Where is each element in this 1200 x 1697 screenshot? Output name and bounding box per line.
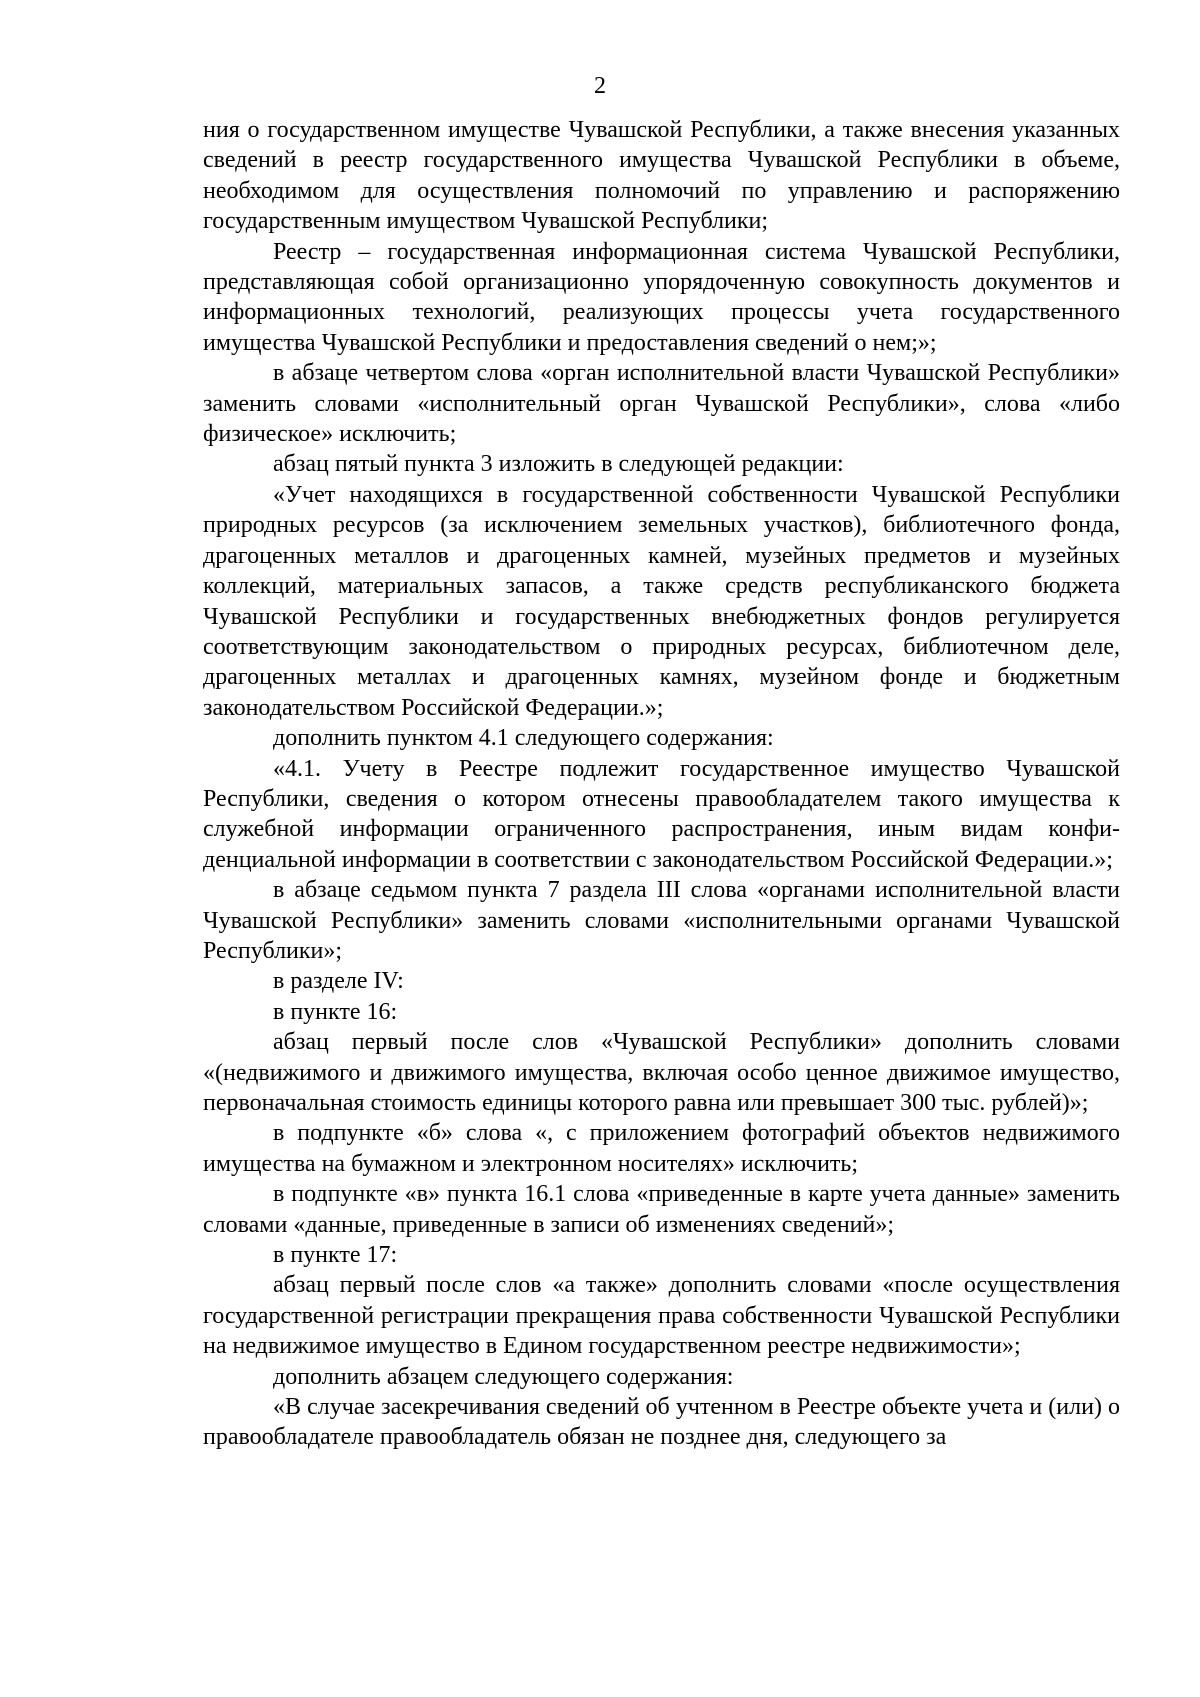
- paragraph-amendment-5th: абзац пятый пункта 3 изложить в следующей редакции:: [273, 451, 844, 478]
- paragraph-subclause-v: в подпункте «в» пункта 16.1 слова «приведенные в карте учета данные» заменить словами «данные, приведенные в записи об изменениях сведений»;: [203, 1181, 1120, 1238]
- paragraph-clause-17-first: абзац первый после слов «а также» дополнить словами «после осуществления государственной регистрации прекращения права собственности Чувашской Республики на недвижимое имущество в Едином государственном реестре недвижимости»;: [203, 1272, 1120, 1360]
- paragraph-clause-4-1: «4.1. Учету в Реестре подлежит государственное имущество Чувашской Республики, сведения о котором отнесены правообладателем такого имущества к служебной информации ограниченного распространения, иным видам конфиденциальной информации в соответствии с законодательством Российской Федерации.»;: [203, 755, 1120, 873]
- paragraph-clause-16: в пункте 16:: [273, 998, 398, 1025]
- paragraph-section-3-amendment: в абзаце седьмом пункта 7 раздела III слова «органами исполнительной власти Чувашской Республики» заменить словами «исполнительными органами Чувашской Республики»;: [203, 877, 1120, 964]
- paragraph-clause-17: в пункте 17:: [273, 1242, 398, 1269]
- paragraph-add-abzac: дополнить абзацем следующего содержания:: [273, 1363, 734, 1390]
- paragraph-section-4: в разделе IV:: [273, 968, 404, 995]
- page-number: 2: [594, 73, 606, 99]
- paragraph-accounting-natural-resources: «Учет находящихся в государственной собственности Чувашской Республики природных ресурсов (за исключением земельных участков), библиотечного фонда, драгоценных металлов и драгоценных камней, музейных предметов и музейных коллекций, материальных запасов, а также средств республиканского бюджета Чувашской Республики и государственных внебюджетных фондов регулируется соответствующим законодательством о природных ресурсах, библиотечном деле, драгоценных металлах и драгоценных камнях, музейном фонде и бюджетным законодательством Российской Федерации.»;: [203, 481, 1120, 721]
- paragraph-clause-16-first: абзац первый после слов «Чувашской Республики» дополнить словами «(недвижимого и движимого имущества, включая особо ценное движимое имущество, первоначальная стоимость единицы которого равна или превышает 300 тыс. рублей)»;: [203, 1029, 1120, 1116]
- paragraph-add-4-1: дополнить пунктом 4.1 следующего содержания:: [273, 725, 774, 752]
- document-body: [203, 115, 1120, 1453]
- paragraph-classified-info: «В случае засекречивания сведений об учтенном в Реестре объекте учета и (или) о правообладателе правообладатель обязан не позднее дня, следующего за: [203, 1394, 1120, 1451]
- paragraph-continuation: ния о государственном имуществе Чувашской Республики, а также внесения указанных сведений в реестр государственного имущества Чувашской Республики в объеме, необходимом для осуществления полномочий по управлению и распоряжению государственным имуществом Чувашской Республики;: [203, 117, 1120, 235]
- paragraph-subclause-b: в подпункте «б» слова «, с приложением фотографий объектов недвижимого имущества на бумажном и электронном носителях» исключить;: [203, 1120, 1120, 1177]
- paragraph-amendment-4th: в абзаце четвертом слова «орган исполнительной власти Чувашской Республики» заменить словами «исполнительный орган Чувашской Республики», слова «либо физическое» исключить;: [203, 360, 1120, 448]
- paragraph-registry-definition: Реестр – государственная информационная система Чувашской Республики, представляющая собой организационно упорядоченную совокупность документов и информационных технологий, реализующих процессы учета государственного имущества Чувашской Республики и предоставления сведений о нем;»;: [203, 238, 1120, 356]
